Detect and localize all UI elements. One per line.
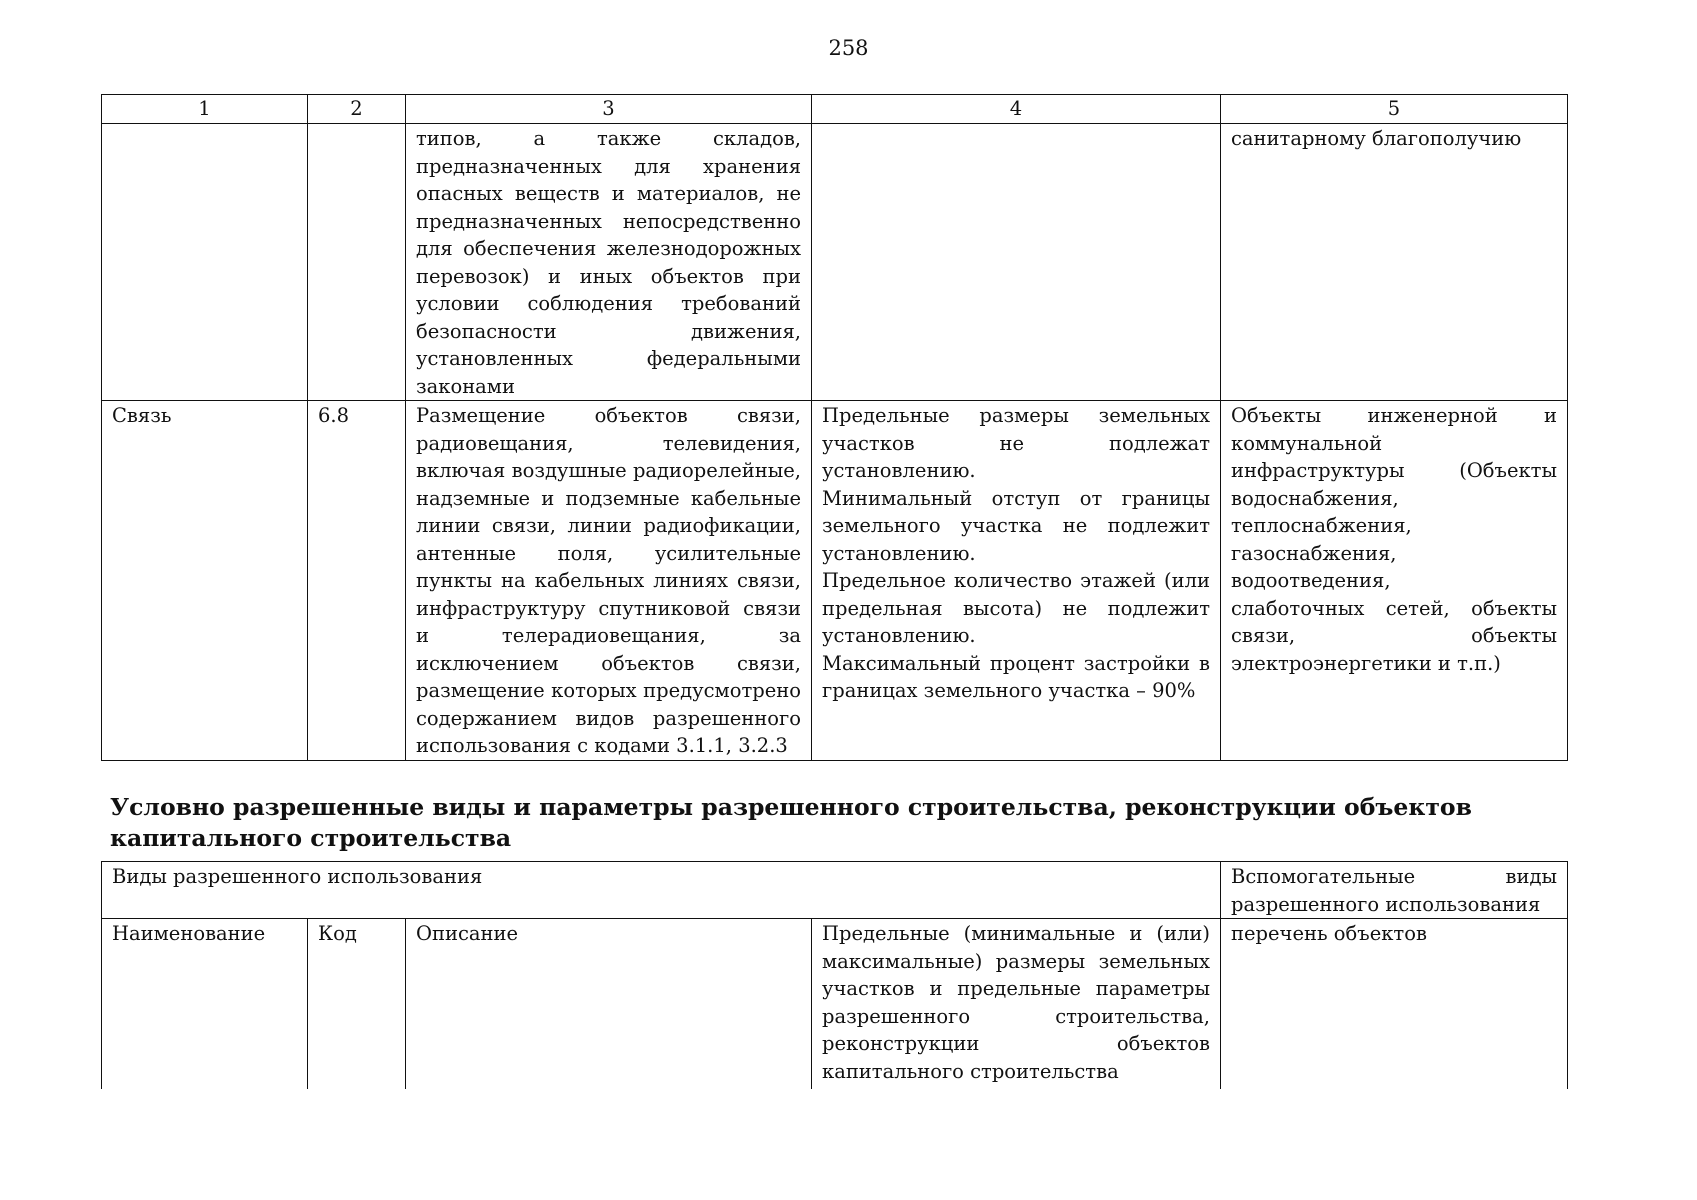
column-number-3: 3: [406, 95, 812, 124]
column-number-4: 4: [812, 95, 1221, 124]
use-code-cell: 6.8: [308, 401, 406, 761]
name-column-header: Наименование: [102, 919, 308, 1089]
column-number-1: 1: [102, 95, 308, 124]
continuation-description-cell: типов, а также складов, предназначенных для хранения опасных веществ и материалов, не предназначенных непосредственно для обеспечения железнодорожных перевозок) и иных объектов при условии соблюдения требований безопасности движения, установленных федеральными законами: [406, 124, 812, 401]
use-auxiliary-cell: Объекты инженерной и коммунальной инфраструктуры (Объекты водоснабжения, теплоснабжения, газоснабжения, водоотведения, слаботочных сетей, объекты связи, объекты электроэнергетики и т.п.): [1221, 401, 1568, 761]
use-description-cell: Размещение объектов связи, радиовещания, телевидения, включая воздушные радиорелейные, надземные и подземные кабельные линии связи, линии радиофикации, антенные поля, усилительные пункты на кабельных линиях связи, инфраструктуру спутниковой связи и телерадиовещания, за исключением объектов связи, размещение которых предусмотрено содержанием видов разрешенного использования с кодами 3.1.1, 3.2.3: [406, 401, 812, 761]
code-column-header: Код: [308, 919, 406, 1089]
page-number: 258: [828, 36, 869, 60]
conditional-use-table: [101, 861, 1568, 1089]
continuation-name-cell: [102, 124, 308, 401]
parameters-column-header: Предельные (минимальные и (или) максимальные) размеры земельных участков и предельные параметры разрешенного строительства, реконструкции объектов капитального строительства: [812, 919, 1221, 1089]
auxiliary-uses-header: Вспомогательные виды разрешенного использования: [1221, 862, 1568, 919]
column-number-2: 2: [308, 95, 406, 124]
table-header-row-groups: [102, 862, 1568, 919]
use-parameters-cell: Предельные размеры земельных участков не подлежат установлению. Минимальный отступ от границы земельного участка не подлежит установлению. Предельное количество этажей (или предельная высота) не подлежит установлению. Максимальный процент застройки в границах земельного участка – 90%: [812, 401, 1221, 761]
section-title: Условно разрешенные виды и параметры разрешенного строительства, реконструкции объектов капитального строительства: [110, 793, 1472, 852]
table-row-svyaz: [102, 401, 1568, 761]
continuation-code-cell: [308, 124, 406, 401]
description-column-header: Описание: [406, 919, 812, 1089]
continuation-parameters-cell: [812, 124, 1221, 401]
table-header-row: [102, 95, 1568, 124]
table-header-row-columns: [102, 919, 1568, 1089]
use-name-cell: Связь: [102, 401, 308, 761]
table-row-continuation: [102, 124, 1568, 401]
column-number-5: 5: [1221, 95, 1568, 124]
zoning-table-main: [101, 94, 1568, 761]
continuation-auxiliary-cell: санитарному благополучию: [1221, 124, 1568, 401]
permitted-uses-header: Виды разрешенного использования: [102, 862, 1221, 919]
objects-column-header: перечень объектов: [1221, 919, 1568, 1089]
